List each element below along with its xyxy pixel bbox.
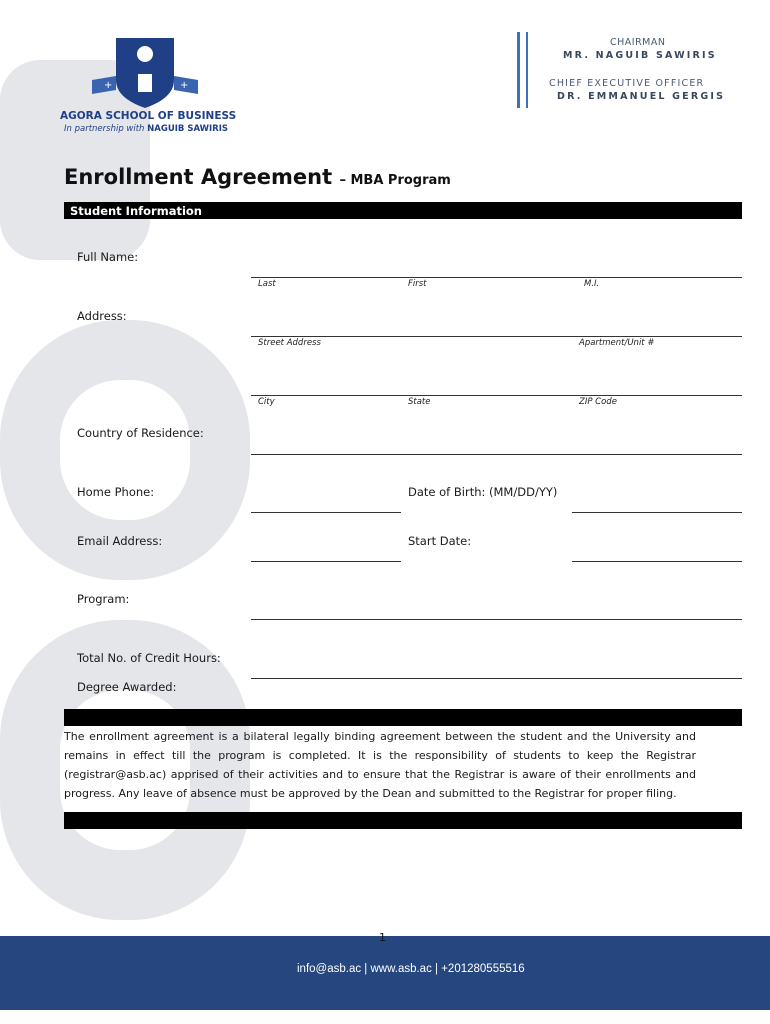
crest-icon xyxy=(90,36,200,112)
watermark-graphic xyxy=(0,60,270,940)
chairman-name: MR. NAGUIB SAWIRIS xyxy=(563,50,717,61)
home-phone-field[interactable] xyxy=(251,512,401,513)
ceo-title: CHIEF EXECUTIVE OFFICER xyxy=(549,78,705,89)
degree-label: Degree Awarded: xyxy=(77,680,177,694)
last-name-caption: Last xyxy=(258,279,276,289)
svg-text:+: + xyxy=(180,80,189,91)
footer-contact: info@asb.ac | www.asb.ac | +201280555516 xyxy=(297,963,525,975)
school-name: AGORA SCHOOL OF BUSINESS xyxy=(60,110,237,122)
section-label: Student Information xyxy=(70,204,202,218)
svg-text:+: + xyxy=(104,80,113,91)
address-label: Address: xyxy=(77,309,127,323)
agreement-text: The enrollment agreement is a bilateral legally binding agreement between the student and the University and remains in effect till the program is completed. It is the responsibility of students to keep the Registrar (registrar@asb.ac) apprised of their activities and to ensure that the Registrar is aware of their enrollments and progress. Any leave of absence must be approved by the Dean and submitted to the Registrar for proper filing. xyxy=(64,730,696,800)
agreement-bar-top xyxy=(64,709,742,726)
start-date-field[interactable] xyxy=(572,561,742,562)
program-field[interactable] xyxy=(251,619,742,620)
program-label: Program: xyxy=(77,592,130,606)
home-phone-label: Home Phone: xyxy=(77,485,155,499)
street-address-field[interactable] xyxy=(251,336,742,337)
ceo-name: DR. EMMANUEL GERGIS xyxy=(557,91,726,102)
partner-name: NAGUIB SAWIRIS xyxy=(147,124,229,134)
page-number: 1 xyxy=(379,931,386,944)
chairman-title: CHAIRMAN xyxy=(610,37,666,48)
first-name-caption: First xyxy=(408,279,427,289)
full-name-label: Full Name: xyxy=(77,250,139,264)
email-field[interactable] xyxy=(251,561,401,562)
school-logo xyxy=(60,36,237,136)
agreement-bar-bottom xyxy=(64,812,742,829)
country-label: Country of Residence: xyxy=(77,426,204,440)
city-caption: City xyxy=(258,397,275,407)
title-main: Enrollment Agreement xyxy=(64,165,333,189)
partner-line xyxy=(64,124,228,134)
page-title xyxy=(64,165,451,189)
section-header-student-info xyxy=(64,202,742,219)
email-label: Email Address: xyxy=(77,534,163,548)
state-caption: State xyxy=(408,397,431,407)
dob-label: Date of Birth: (MM/DD/YY) xyxy=(408,485,558,499)
credit-hours-label: Total No. of Credit Hours: xyxy=(77,651,221,665)
dob-field[interactable] xyxy=(572,512,742,513)
apt-caption: Apartment/Unit # xyxy=(579,338,655,348)
title-subtitle: – MBA Program xyxy=(339,173,451,188)
street-caption: Street Address xyxy=(258,338,321,348)
country-field[interactable] xyxy=(251,454,742,455)
watermark xyxy=(0,60,270,940)
city-state-zip-field[interactable] xyxy=(251,395,742,396)
credit-hours-field[interactable] xyxy=(251,678,742,679)
header-divider xyxy=(517,32,520,108)
zip-caption: ZIP Code xyxy=(579,397,617,407)
partner-prefix: In partnership with xyxy=(64,124,145,134)
full-name-field[interactable] xyxy=(251,277,742,278)
middle-initial-caption: M.I. xyxy=(584,279,600,289)
start-date-label: Start Date: xyxy=(408,534,472,548)
header-divider-2 xyxy=(526,32,528,108)
